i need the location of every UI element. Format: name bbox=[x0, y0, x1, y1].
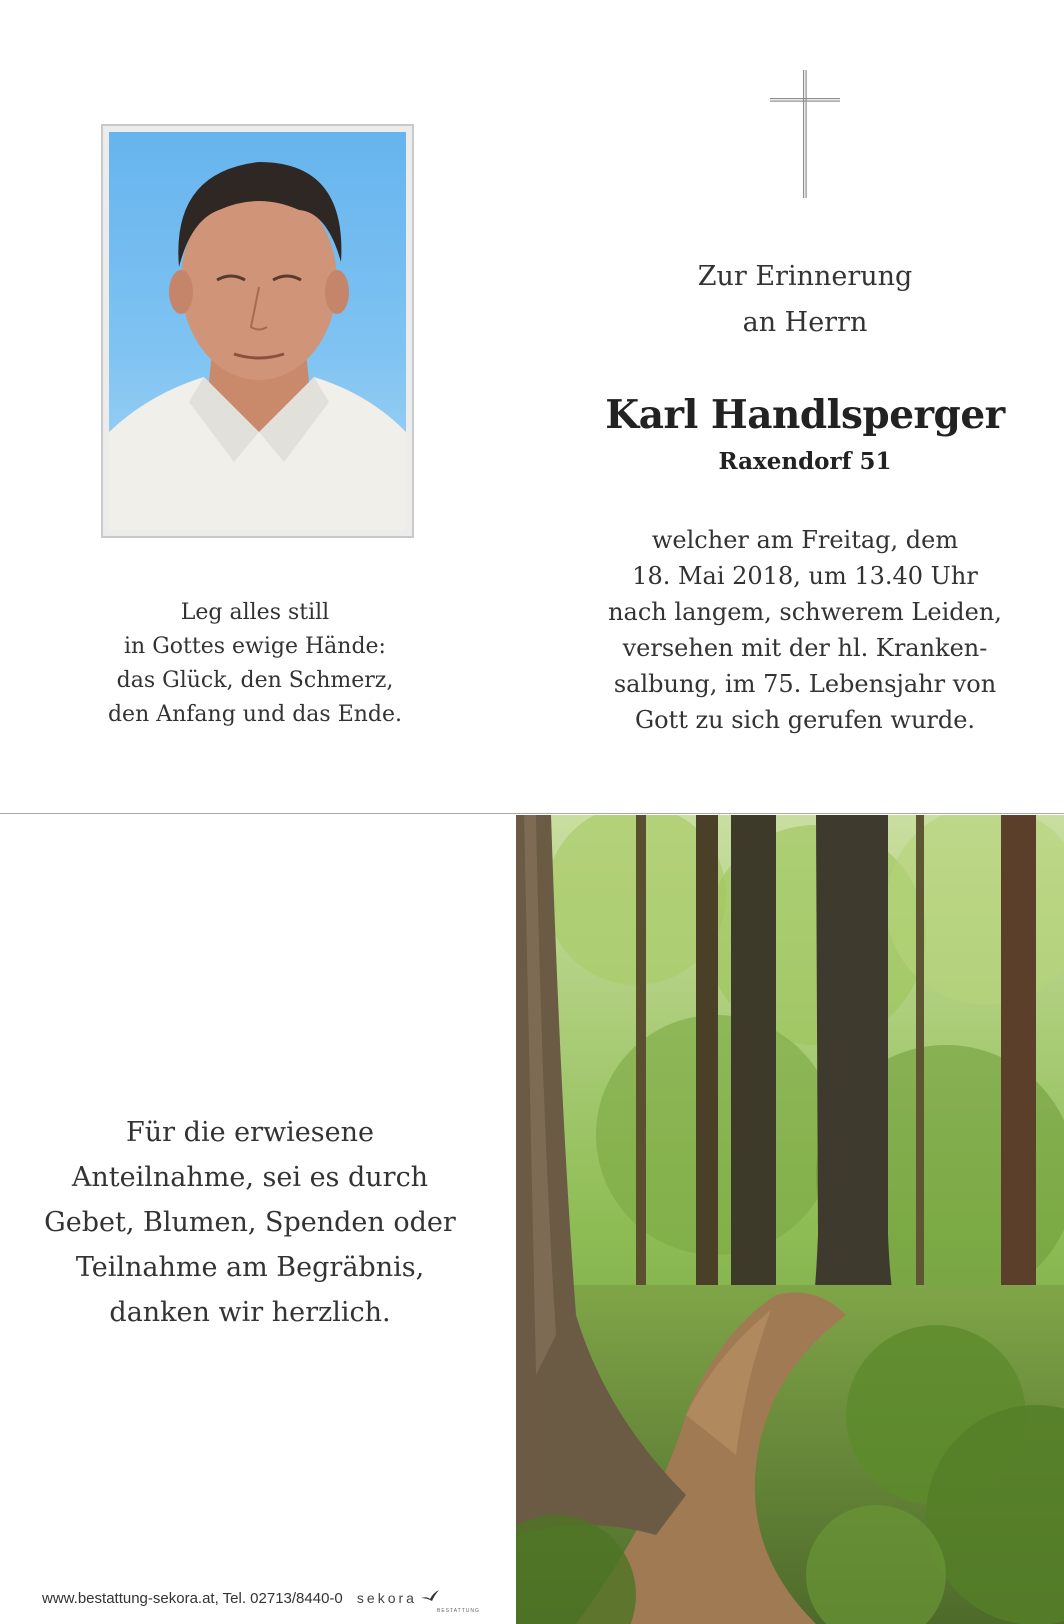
thanks-line: Anteilnahme, sei es durch bbox=[71, 1162, 429, 1193]
notice-line: versehen mit der hl. Kranken- bbox=[622, 634, 988, 662]
intro-line: an Herrn bbox=[742, 307, 868, 338]
thanks-line: Teilnahme am Begräbnis, bbox=[75, 1252, 425, 1283]
death-notice-text bbox=[590, 522, 1020, 738]
thanks-text bbox=[35, 1110, 465, 1335]
poem-line: den Anfang und das Ende. bbox=[107, 702, 403, 727]
footer-contact: www.bestattung-sekora.at, Tel. 02713/8440-0 bbox=[42, 1590, 343, 1607]
deceased-address: Raxendorf 51 bbox=[718, 448, 892, 475]
fold-divider bbox=[0, 813, 1064, 814]
intro-line: Zur Erinnerung bbox=[697, 261, 913, 292]
portrait-frame bbox=[101, 124, 414, 538]
forest-illustration bbox=[516, 815, 1064, 1624]
portrait-photo bbox=[109, 132, 406, 530]
memorial-intro bbox=[600, 254, 1010, 346]
forest-path-image bbox=[516, 815, 1064, 1624]
cross-icon bbox=[770, 70, 840, 198]
notice-line: welcher am Freitag, dem bbox=[651, 526, 959, 554]
brand-subtitle: BESTATTUNG bbox=[437, 1608, 480, 1614]
poem-line: in Gottes ewige Hände: bbox=[124, 634, 386, 659]
notice-line: salbung, im 75. Lebensjahr von bbox=[613, 670, 997, 698]
thanks-line: Für die erwiesene bbox=[126, 1117, 374, 1148]
brand-name: sekora bbox=[356, 1590, 417, 1606]
notice-line: Gott zu sich gerufen wurde. bbox=[634, 706, 976, 734]
thanks-line: Gebet, Blumen, Spenden oder bbox=[44, 1207, 456, 1238]
footer bbox=[42, 1590, 512, 1614]
poem-line: Leg alles still bbox=[180, 600, 330, 625]
bird-icon bbox=[421, 1590, 439, 1602]
deceased-name: Karl Handlsperger bbox=[605, 392, 1005, 438]
notice-line: 18. Mai 2018, um 13.40 Uhr bbox=[632, 562, 978, 590]
portrait-illustration bbox=[109, 132, 406, 530]
notice-line: nach langem, schwerem Leiden, bbox=[608, 598, 1002, 626]
thanks-line: danken wir herzlich. bbox=[109, 1297, 391, 1328]
poem-line: das Glück, den Schmerz, bbox=[116, 668, 394, 693]
poem bbox=[90, 596, 420, 732]
